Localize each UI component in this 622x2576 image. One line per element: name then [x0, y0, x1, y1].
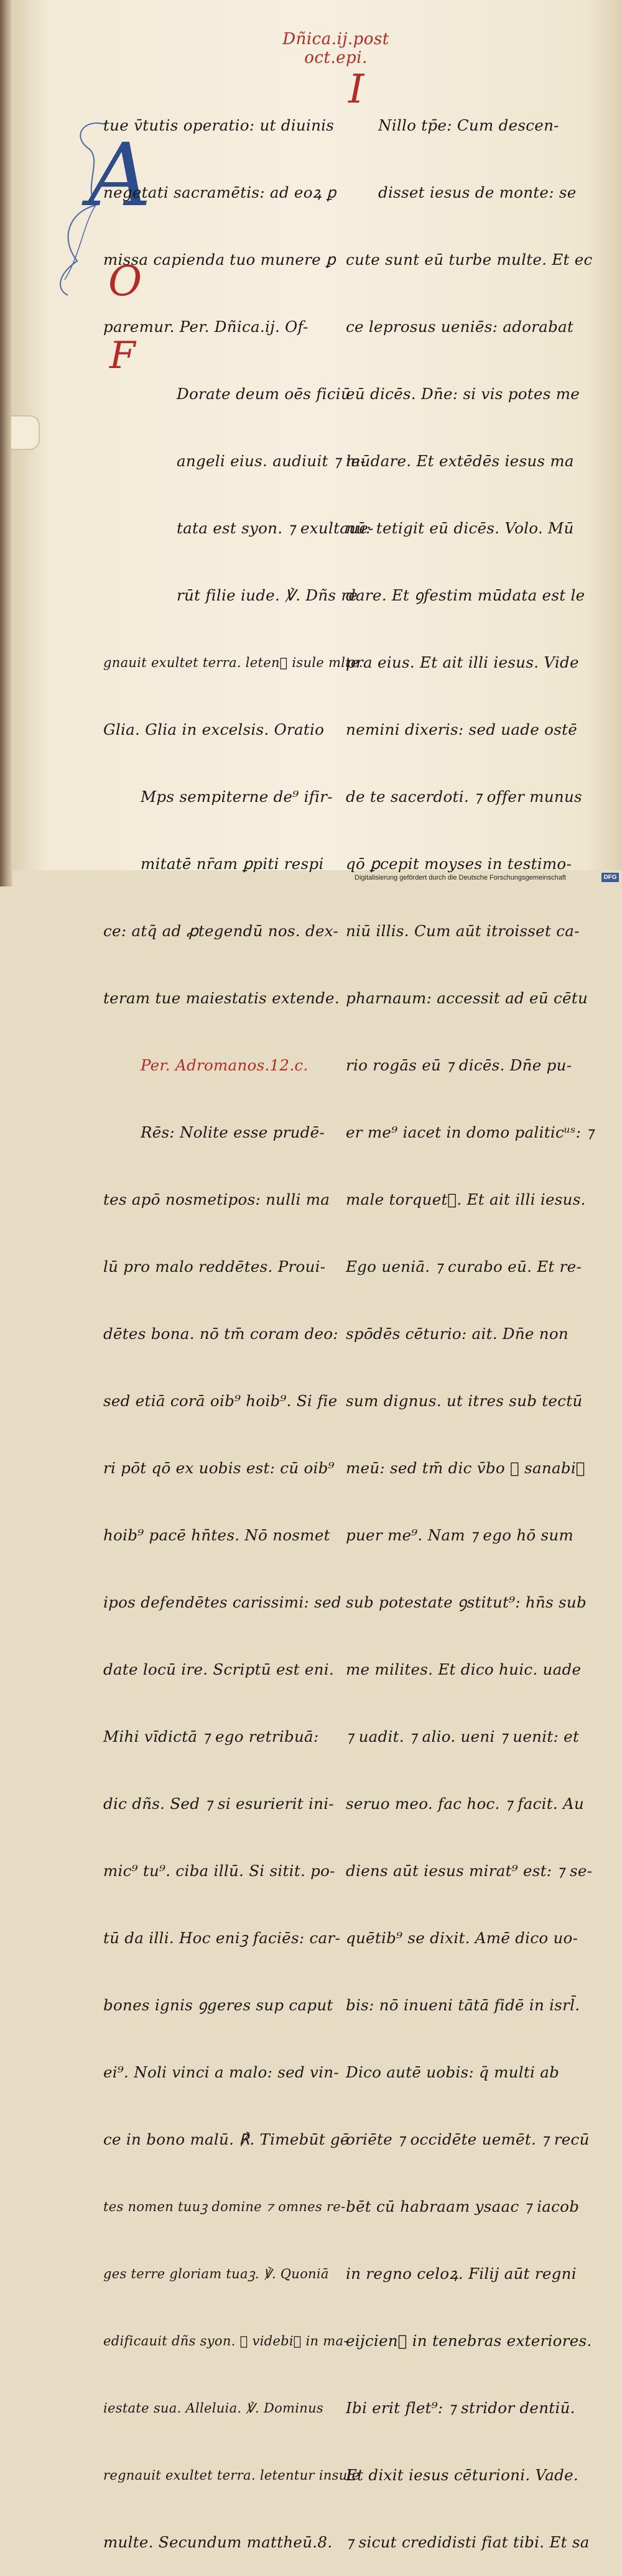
text-line: nū: tetigit eū dicēs. Volo. Mū — [346, 519, 574, 537]
text-line: tata est syon. ⁊ exultaue- — [177, 519, 374, 537]
dfg-logo: DFG — [601, 873, 619, 882]
text-line: tū da illi. Hoc eniꝫ faciēs: car- — [103, 1929, 341, 1947]
right-text-column — [346, 67, 594, 2576]
text-line: edificauit dñs syon. ⁊ videbiᷓ in ma- — [103, 2334, 348, 2348]
text-line: mūdare. Et extēdēs iesus ma — [346, 452, 574, 470]
text-line: Dico autē uobis: q̄ multi ab — [346, 2063, 560, 2081]
text-line: er me⁹ iacet in domo paliticᵘˢ: ⁊ — [346, 1123, 594, 1141]
text-line: pharnaum: accessit ad eū cētu — [346, 989, 588, 1007]
text-line: me milites. Et dico huic. uade — [346, 1660, 582, 1678]
text-line: regnauit exultet terra. letentur insule — [103, 2468, 360, 2483]
text-line: ei⁹. Noli vinci a malo: sed vin- — [103, 2063, 339, 2081]
text-line: nemini dixeris: sed uade ostē — [346, 720, 578, 738]
text-line: angeli eius. audiuit ⁊ le- — [177, 452, 366, 470]
text-line: lū pro malo reddētes. Proui- — [103, 1258, 326, 1276]
text-line: quētib⁹ se dixit. Amē dico uo- — [346, 1929, 578, 1947]
text-line: ri pōt qō ex uobis est: cū oib⁹ — [103, 1459, 335, 1477]
text-line: eū dicēs. Dn̄e: si vis potes me — [346, 385, 580, 403]
text-line: sum dignus. ut itres sub tectū — [346, 1392, 583, 1410]
text-line: eijcienᷓ in tenebras exteriores. — [346, 2332, 592, 2350]
text-line: ges terre gloriam tuaꝫ. ℣. Quoniā — [103, 2266, 329, 2281]
text-line: dare. Et ꝯfestim mūdata est le — [346, 586, 585, 604]
text-line: ⁊ sicut credidisti fiat tibi. Et sa — [346, 2533, 590, 2551]
text-line: Dorate deum oēs ficiū — [177, 385, 351, 403]
text-line: in regno celoꝝ. Filij aūt regni — [346, 2265, 577, 2283]
text-line: bones ignis ꝯgeres sup caput — [103, 1996, 333, 2014]
text-line: disset iesus de monte: se — [378, 183, 577, 201]
text-line: teram tue maiestatis extende. — [103, 989, 340, 1007]
page-tab-marker — [11, 415, 40, 450]
text-line: Et dixit iesus cēturioni. Vade. — [346, 2466, 579, 2484]
text-line: de te sacerdoti. ⁊ offer munus — [346, 788, 582, 806]
text-line: qō ꝑcepit moyses in testimo- — [346, 855, 572, 873]
text-line: seruo meo. fac hoc. ⁊ facit. Au — [346, 1795, 585, 1813]
text-line: pra eius. Et ait illi iesus. Vide — [346, 653, 579, 671]
text-line: Ego ueniā. ⁊ curabo eū. Et re- — [346, 1258, 582, 1276]
text-line: tes apō nosmetipos: nulli ma — [103, 1190, 330, 1208]
text-line: ⁊ uadit. ⁊ alio. ueni ⁊ uenit: et — [346, 1727, 580, 1746]
decorated-initial-blue: A — [88, 125, 152, 226]
text-line: meū: sed tm̄ dic v̄bo ⁊ sanabiᷓ — [346, 1459, 585, 1477]
text-line: sed etiā corā oib⁹ hoib⁹. Si fie — [103, 1392, 338, 1410]
text-line-rubric: Per. Adromanos.12.c. — [141, 1056, 309, 1074]
text-line: mic⁹ tu⁹. ciba illū. Si sitit. po- — [103, 1862, 335, 1880]
text-line: diens aūt iesus mirat⁹ est: ⁊ se- — [346, 1862, 593, 1880]
text-line: sub potestate ꝯstitut⁹: hn̄s sub — [346, 1593, 587, 1611]
text-line: rio rogās eū ⁊ dicēs. Dn̄e pu- — [346, 1056, 572, 1074]
text-line: ipos defendētes carissimi: sed — [103, 1593, 341, 1611]
text-line: Ibi erit flet⁹: ⁊ stridor dentiū. — [346, 2399, 575, 2417]
text-line: negetati sacramētis: ad eoꝝ ꝑ — [103, 183, 337, 201]
text-line: iestate sua. Alleluia. ℣. Dominus — [103, 2401, 324, 2416]
text-line: date locū ire. Scriptū est eni. — [103, 1660, 334, 1678]
decorated-initial-red: O — [108, 257, 142, 305]
text-line: spōdēs cēturio: ait. Dn̄e non — [346, 1325, 569, 1343]
text-line: Rēs: Nolite esse prudē- — [141, 1123, 325, 1141]
text-line: niū illis. Cum aūt itroisset ca- — [346, 922, 580, 940]
text-line: bis: nō inueni tātā fidē in isrl̄. — [346, 1996, 580, 2014]
text-line: missa capienda tuo munere ꝑ — [103, 251, 336, 269]
text-line: hoib⁹ pacē hn̄tes. Nō nosmet — [103, 1526, 330, 1544]
text-line: tue v̄tutis operatio: ut diuinis — [103, 116, 335, 134]
digitization-credit: Digitalisierung gefördert durch die Deutsche Forschungsgemeinschaft — [355, 874, 566, 881]
decorated-initial-red: I — [348, 67, 364, 113]
text-line: bēt cū habraam ysaac ⁊ iacob — [346, 2197, 580, 2215]
text-line: dic dñs. Sed ⁊ si esurierit ini- — [103, 1795, 334, 1813]
text-line: Nillo tp̄e: Cum descen- — [378, 116, 559, 134]
text-line: tes nomen tuuꝫ domine ⁊ omnes re- — [103, 2199, 346, 2214]
book-binding-edge — [0, 0, 12, 886]
text-line: puer me⁹. Nam ⁊ ego hō sum — [346, 1526, 574, 1544]
left-text-column — [103, 70, 374, 2576]
text-line: multe. Secundum mattheū.8. — [103, 2533, 333, 2551]
text-line: male torquetᷓ. Et ait illi iesus. — [346, 1190, 586, 1208]
text-line: ce in bono malū. ℟. Timebūt gē — [103, 2130, 350, 2148]
text-line: mitatē nr̄am ꝑpiti respi — [141, 855, 324, 873]
text-line: ce leprosus ueniēs: adorabat — [346, 318, 574, 336]
text-line: Glia. Glia in excelsis. Oratio — [103, 720, 325, 738]
text-line: paremur. Per. Dñica.ij. Of- — [103, 318, 309, 336]
text-line: Mihi vīdictā ⁊ ego retribuā: — [103, 1727, 319, 1746]
text-line: ce: atq̄ ad ꝓtegendū nos. dex- — [103, 922, 339, 940]
text-line: rūt filie iude. ℣. Dñs re — [177, 586, 358, 604]
text-line: oriēte ⁊ occidēte uemēt. ⁊ recū — [346, 2130, 590, 2148]
text-line: cute sunt eū turbe multe. Et ec — [346, 251, 593, 269]
running-title: Dñica.ij.post oct.epi. — [282, 30, 389, 67]
text-line: dētes bona. nō tm̄ coram deo: — [103, 1325, 338, 1343]
text-line: gnauit exultet terra. letenᷓ isule mlte. — [103, 655, 363, 670]
text-line: Mps sempiterne de⁹ ifir- — [141, 788, 333, 806]
decorated-initial-red: F — [109, 334, 136, 377]
